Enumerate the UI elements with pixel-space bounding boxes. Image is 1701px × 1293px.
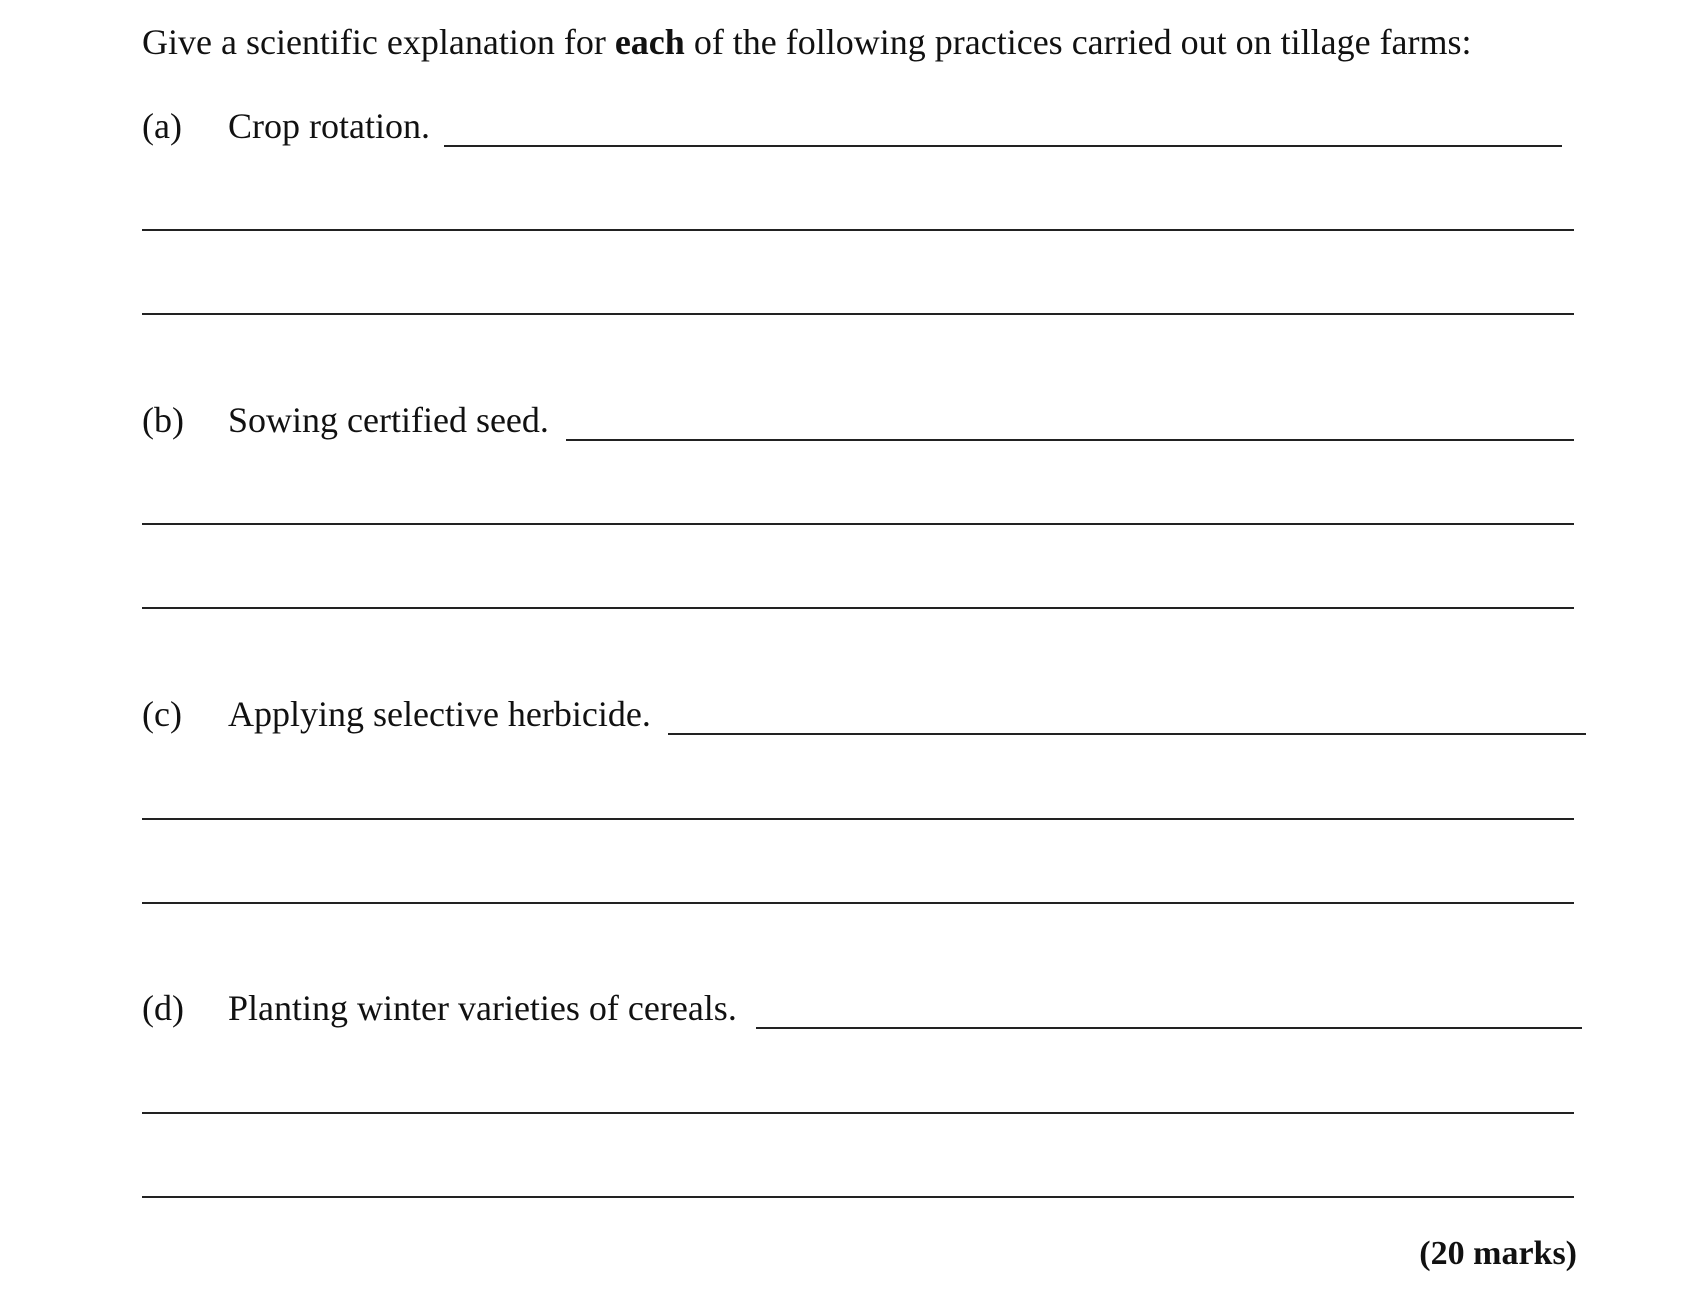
answer-line-b-2[interactable] [142,523,1574,525]
answer-line-b-1[interactable] [566,439,1574,441]
question-intro [142,20,1472,64]
answer-line-b-3[interactable] [142,607,1574,609]
answer-line-d-2[interactable] [142,1112,1574,1114]
answer-line-d-1[interactable] [756,1027,1582,1029]
answer-line-c-1[interactable] [668,733,1586,735]
answer-line-a-2[interactable] [142,229,1574,231]
question-b-label: (b) [142,400,184,440]
question-d-text: Planting winter varieties of cereals. [228,988,737,1028]
answer-line-c-3[interactable] [142,902,1574,904]
question-c-label: (c) [142,694,182,734]
question-a-text: Crop rotation. [228,106,430,146]
intro-text-end: of the following practices carried out on tillage farms: [684,22,1472,62]
question-b-text: Sowing certified seed. [228,400,549,440]
question-d-label: (d) [142,988,184,1028]
intro-emphasis: each [614,22,685,62]
answer-line-a-3[interactable] [142,313,1574,315]
answer-line-a-1[interactable] [444,145,1562,147]
answer-line-c-2[interactable] [142,818,1574,820]
question-c-text: Applying selective herbicide. [228,694,651,734]
intro-text-start: Give a scientific explanation for [142,22,615,62]
answer-line-d-3[interactable] [142,1196,1574,1198]
marks-total: (20 marks) [1419,1235,1577,1272]
question-a-label: (a) [142,106,182,146]
